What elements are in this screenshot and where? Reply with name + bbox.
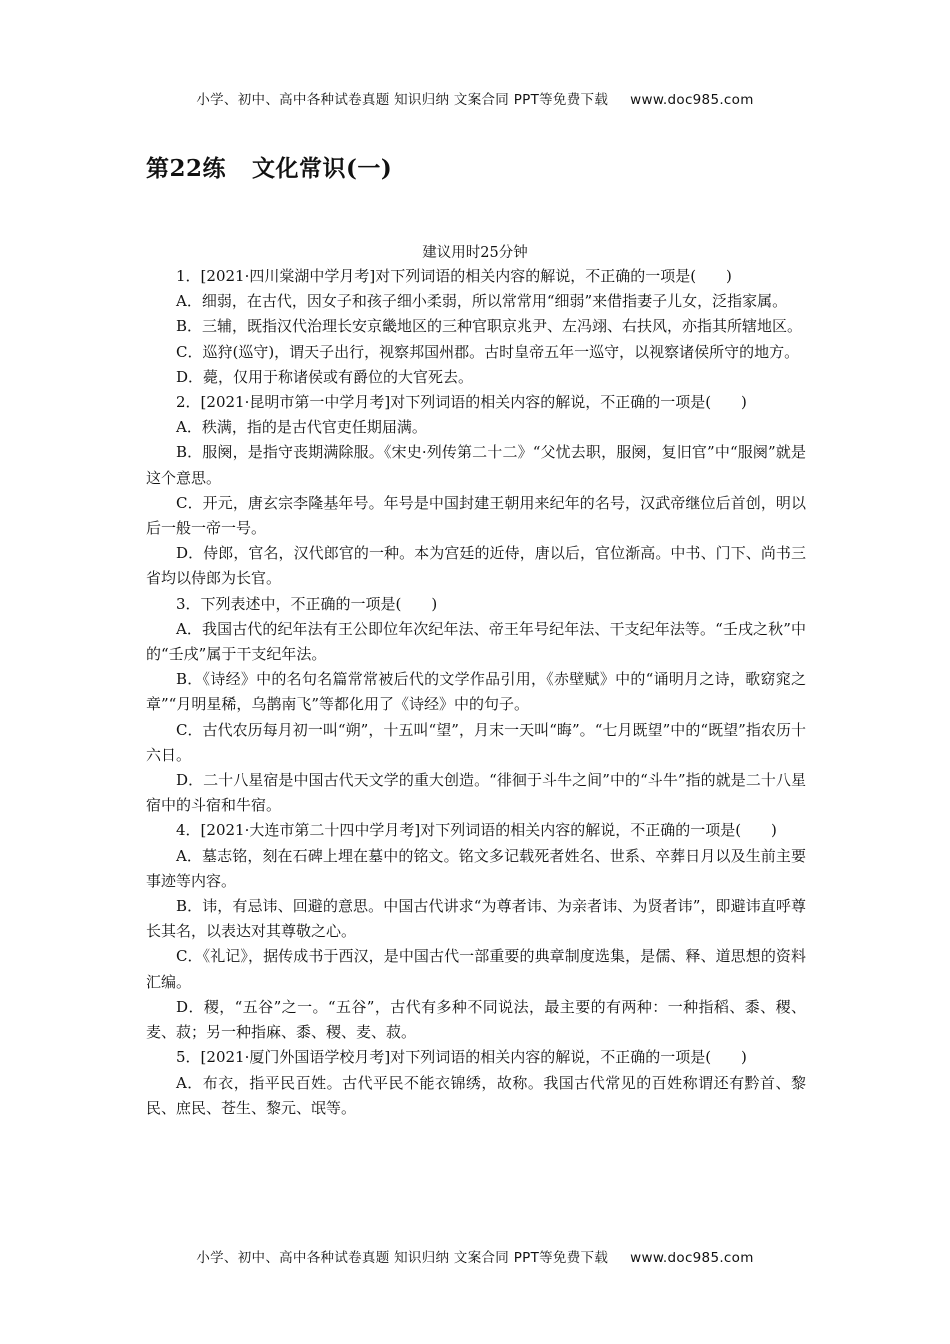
banner-url[interactable]: www.doc985.com <box>630 92 754 108</box>
bottom-banner <box>0 1246 950 1266</box>
question-stem: 1．[2021·四川棠湖中学月考]对下列词语的相关内容的解说，不正确的一项是( ) <box>176 267 732 285</box>
option: C．开元，唐玄宗李隆基年号。年号是中国封建王朝用来纪年的名号，汉武帝继位后首创，明以后一般一帝一号。 <box>146 493 806 538</box>
question-stem: 4．[2021·大连市第二十四中学月考]对下列词语的相关内容的解说，不正确的一项是( ) <box>176 821 777 840</box>
option: B．三辅，既指汉代治理长安京畿地区的三种官职京兆尹、左冯翊、右扶风，亦指其所辖地区。 <box>176 317 803 336</box>
option: A．墓志铭，刻在石碑上埋在墓中的铭文。铭文多记载死者姓名、世系、卒葬日月以及生前主要事迹等内容。 <box>146 846 806 890</box>
option: B．《诗经》中的名句名篇常常被后代的文学作品引用，《赤壁赋》中的“诵明月之诗，歌窈窕之章”“月明星稀，乌鹊南飞”等都化用了《诗经》中的句子。 <box>146 670 806 714</box>
option: D．侍郎，官名，汉代郎官的一种。本为宫廷的近侍，唐以后，官位渐高。中书、门下、尚书三省均以侍郎为长官。 <box>146 544 806 588</box>
option: A．秩满，指的是古代官吏任期届满。 <box>176 418 427 437</box>
option: D．稷，“五谷”之一。“五谷”，古代有多种不同说法，最主要的有两种：一种指稻、黍、稷、麦、菽；另一种指麻、黍、稷、麦、菽。 <box>146 997 806 1042</box>
option: A．细弱，在古代，因女子和孩子细小柔弱，所以常常用“细弱”来借指妻子儿女，泛指家属。 <box>176 292 788 311</box>
question-body <box>146 264 806 1121</box>
option: D．薨，仅用于称诸侯或有爵位的大官死去。 <box>176 367 474 386</box>
option: C．《礼记》，据传成书于西汉，是中国古代一部重要的典章制度选集，是儒、释、道思想的资料汇编。 <box>146 947 806 991</box>
option: B．讳，有忌讳、回避的意思。中国古代讲求“为尊者讳、为亲者讳、为贤者讳”，即避讳直呼尊长其名，以表达对其尊敬之心。 <box>146 897 806 941</box>
option: C．巡狩(巡守)，谓天子出行，视察邦国州郡。古时皇帝五年一巡守，以视察诸侯所守的地方。 <box>176 342 800 361</box>
suggested-time: 建议用时25分钟 <box>422 245 528 261</box>
banner-text: 小学、初中、高中各种试卷真题 知识归纳 文案合同 PPT等免费下载 <box>196 1250 609 1266</box>
top-banner <box>0 88 950 108</box>
question-stem: 2．[2021·昆明市第一中学月考]对下列词语的相关内容的解说，不正确的一项是( ) <box>176 393 747 412</box>
option: A．我国古代的纪年法有王公即位年次纪年法、帝王年号纪年法、干支纪年法等。“壬戌之秋”中的“壬戌”属于干支纪年法。 <box>146 619 806 664</box>
option: A．布衣，指平民百姓。古代平民不能衣锦绣，故称。我国古代常见的百姓称谓还有黔首、黎民、庶民、苍生、黎元、氓等。 <box>146 1073 806 1117</box>
question-stem: 5．[2021·厦门外国语学校月考]对下列词语的相关内容的解说，不正确的一项是( ) <box>176 1048 747 1067</box>
option: D．二十八星宿是中国古代天文学的重大创造。“徘徊于斗牛之间”中的“斗牛”指的就是二十八星宿中的斗宿和牛宿。 <box>146 771 806 815</box>
page-title <box>146 150 392 183</box>
option: C．古代农历每月初一叫“朔”，十五叫“望”，月末一天叫“晦”。“七月既望”中的“既望”指农历十六日。 <box>146 720 806 764</box>
lesson-topic: 文化常识(一) <box>252 155 393 182</box>
banner-text: 小学、初中、高中各种试卷真题 知识归纳 文案合同 PPT等免费下载 <box>196 92 609 108</box>
question-stem: 3．下列表述中，不正确的一项是( ) <box>176 594 438 613</box>
option: B．服阕，是指守丧期满除服。《宋史·列传第二十二》“父忧去职，服阕，复旧官”中“服阕”就是这个意思。 <box>146 443 806 487</box>
banner-url[interactable]: www.doc985.com <box>630 1250 754 1266</box>
lesson-number: 第22练 <box>146 155 227 182</box>
